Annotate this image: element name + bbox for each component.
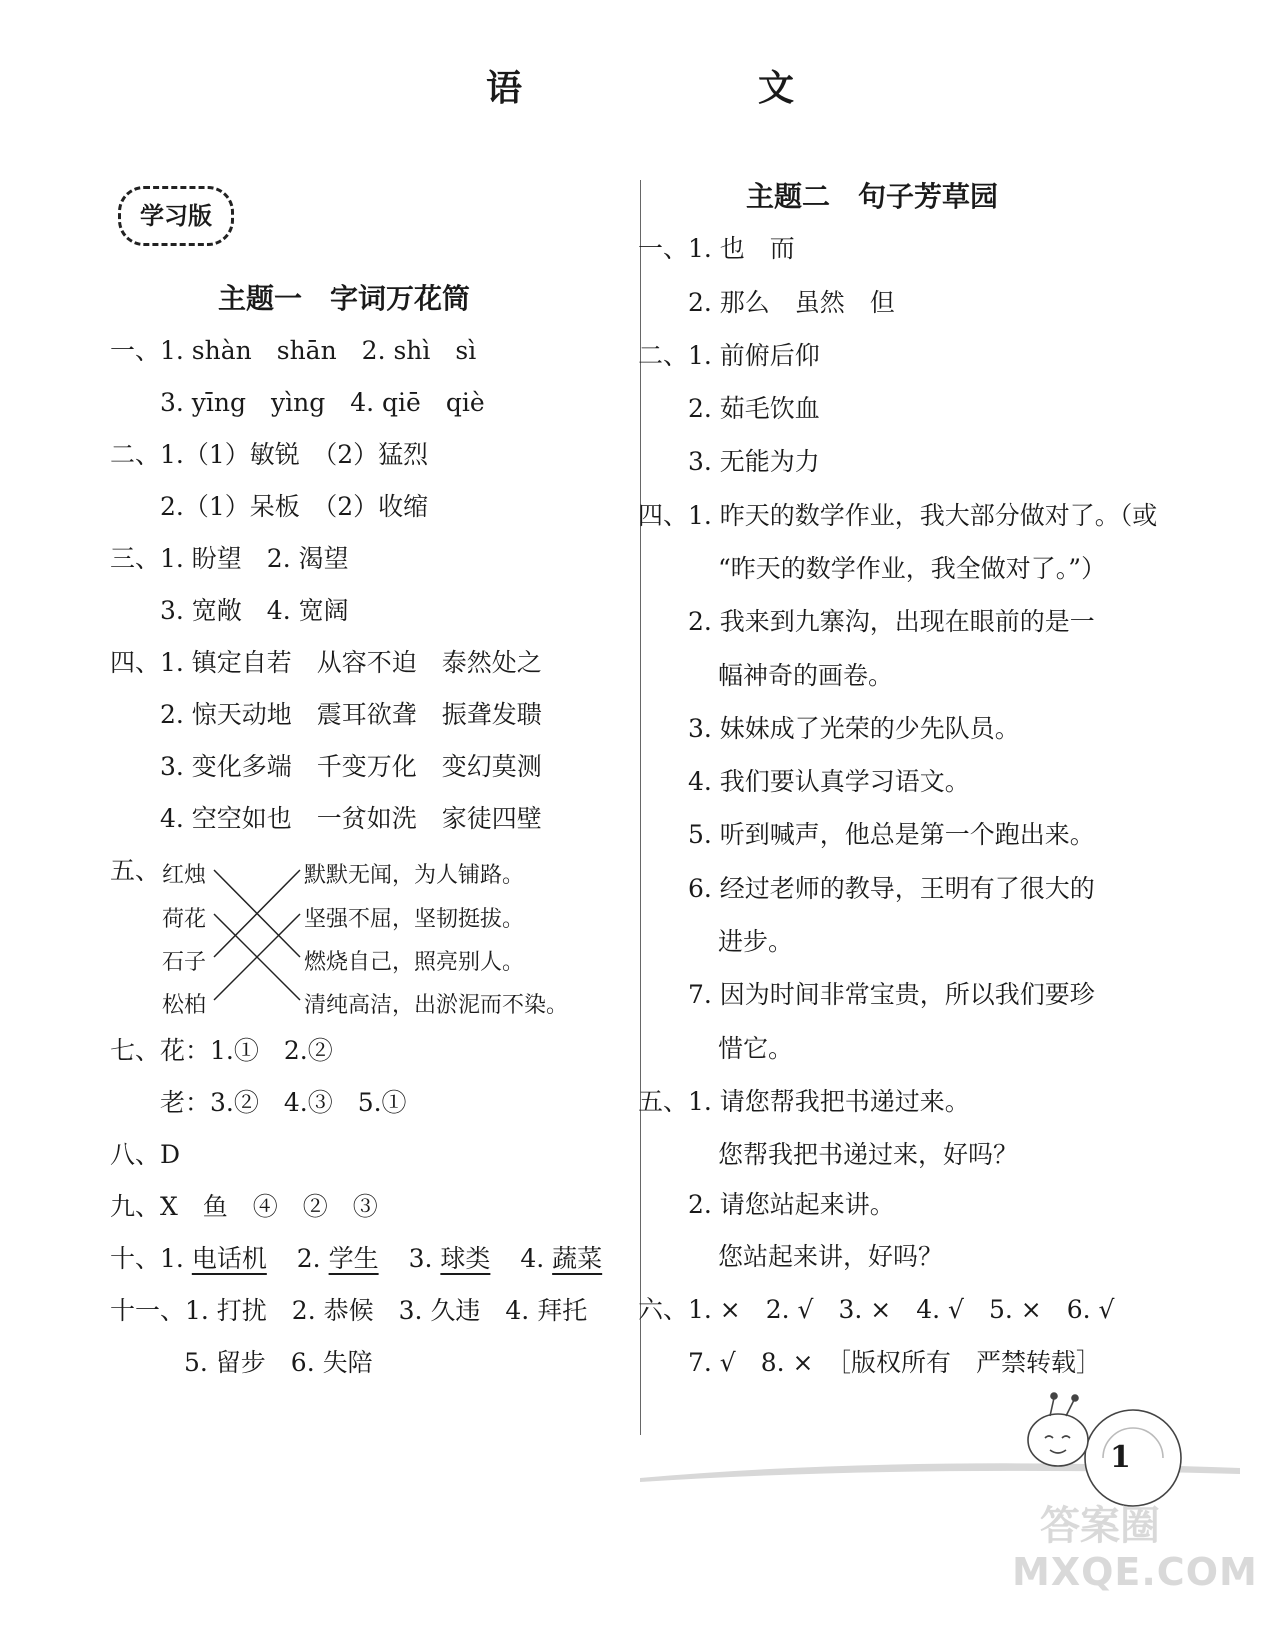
match-label: 五、: [110, 856, 161, 885]
left-line-14: 九、X 鱼 ④ ② ③: [110, 1192, 378, 1221]
right-line-10: 3. 妹妹成了光荣的少先队员。: [688, 714, 1020, 743]
match-right-4: 清纯高洁，出淤泥而不染。: [304, 993, 569, 1018]
right-line-18: 您帮我把书递过来，好吗？: [718, 1140, 1019, 1169]
match-right-1: 默默无闻，为人铺路。: [304, 863, 525, 888]
right-line-5: 3. 无能为力: [688, 447, 820, 476]
page-title: 语 文: [485, 67, 894, 109]
right-line-6: 四、1. 昨天的数学作业，我大部分做对了。（或: [638, 501, 1158, 530]
left-line-2: 3. yīng yìng 4. qiē qiè: [160, 388, 485, 417]
right-line-16: 惜它。: [718, 1034, 794, 1063]
left-line-13: 八、D: [110, 1140, 181, 1169]
ten-item-1: 电话机: [191, 1244, 267, 1273]
ten-num-4: 4.: [520, 1244, 545, 1273]
right-line-17: 五、1. 请您帮我把书递过来。: [638, 1087, 970, 1116]
right-line-3: 二、1. 前俯后仰: [638, 341, 820, 370]
match-left-3: 石子: [162, 950, 207, 975]
right-line-9: 幅神奇的画卷。: [718, 661, 894, 690]
right-line-20: 您站起来讲，好吗？: [718, 1242, 944, 1271]
right-heading: 主题二 句子芳草园: [746, 180, 999, 213]
left-heading: 主题一 字词万花筒: [218, 282, 471, 315]
right-line-14: 进步。: [718, 927, 794, 956]
match-left-4: 松柏: [162, 993, 207, 1018]
left-line-3: 二、1.（1）敏锐 （2）猛烈: [110, 440, 429, 469]
left-line-4: 2.（1）呆板 （2）收缩: [160, 492, 429, 521]
left-line-17: 5. 留步 6. 失陪: [184, 1348, 373, 1377]
left-line-16: 十一、1. 打扰 2. 恭候 3. 久违 4. 拜托: [110, 1296, 588, 1325]
left-line-11: 七、花：1.① 2.②: [110, 1036, 333, 1065]
ten-item-4: 蔬菜: [552, 1244, 603, 1273]
right-line-1: 一、1. 也 而: [638, 234, 795, 263]
left-line-1: 一、1. shàn shān 2. shì sì: [110, 336, 477, 365]
left-line-6: 3. 宽敞 4. 宽阔: [160, 596, 349, 625]
left-line-10: 4. 空空如也 一贫如洗 家徒四壁: [160, 804, 542, 833]
right-line-13: 6. 经过老师的教导，王明有了很大的: [688, 874, 1095, 903]
watermark-url: MXQE.COM: [1012, 1550, 1258, 1594]
study-edition-badge: 学习版: [140, 202, 212, 230]
right-line-2: 2. 那么 虽然 但: [688, 288, 895, 317]
left-line-8: 2. 惊天动地 震耳欲聋 振聋发聩: [160, 700, 542, 729]
ten-num-3: 3.: [408, 1244, 433, 1273]
ten-item-2: 学生: [328, 1244, 379, 1273]
left-line-7: 四、1. 镇定自若 从容不迫 泰然处之: [110, 648, 542, 677]
left-line-5: 三、1. 盼望 2. 渴望: [110, 544, 349, 573]
right-line-19: 2. 请您站起来讲。: [688, 1190, 895, 1219]
match-right-3: 燃烧自己，照亮别人。: [304, 950, 525, 975]
left-line-9: 3. 变化多端 千变万化 变幻莫测: [160, 752, 542, 781]
left-line-12: 老：3.② 4.③ 5.①: [160, 1088, 407, 1117]
match-right-2: 坚强不屈，坚韧挺拔。: [304, 907, 525, 932]
right-line-11: 4. 我们要认真学习语文。: [688, 767, 970, 796]
right-line-12: 5. 听到喊声，他总是第一个跑出来。: [688, 820, 1095, 849]
right-line-8: 2. 我来到九寨沟，出现在眼前的是一: [688, 607, 1095, 636]
right-line-21: 六、1. × 2. √ 3. × 4. √ 5. × 6. √: [638, 1295, 1115, 1324]
snail-icon: [1028, 1393, 1181, 1506]
right-line-4: 2. 茹毛饮血: [688, 394, 820, 423]
ten-prefix: 十、1.: [110, 1244, 184, 1273]
right-line-22: 7. √ 8. × ［版权所有 严禁转载］: [688, 1348, 1101, 1377]
page-number: 1: [1110, 1440, 1131, 1475]
right-line-15: 7. 因为时间非常宝贵，所以我们要珍: [688, 980, 1095, 1009]
match-left-1: 红烛: [162, 863, 207, 888]
ten-num-2: 2.: [296, 1244, 321, 1273]
watermark-logo-text: 答案圈: [1040, 1503, 1160, 1549]
match-left-2: 荷花: [162, 907, 207, 932]
ten-item-3: 球类: [440, 1244, 491, 1273]
right-line-7: “昨天的数学作业，我全做对了。”）: [718, 554, 1107, 583]
